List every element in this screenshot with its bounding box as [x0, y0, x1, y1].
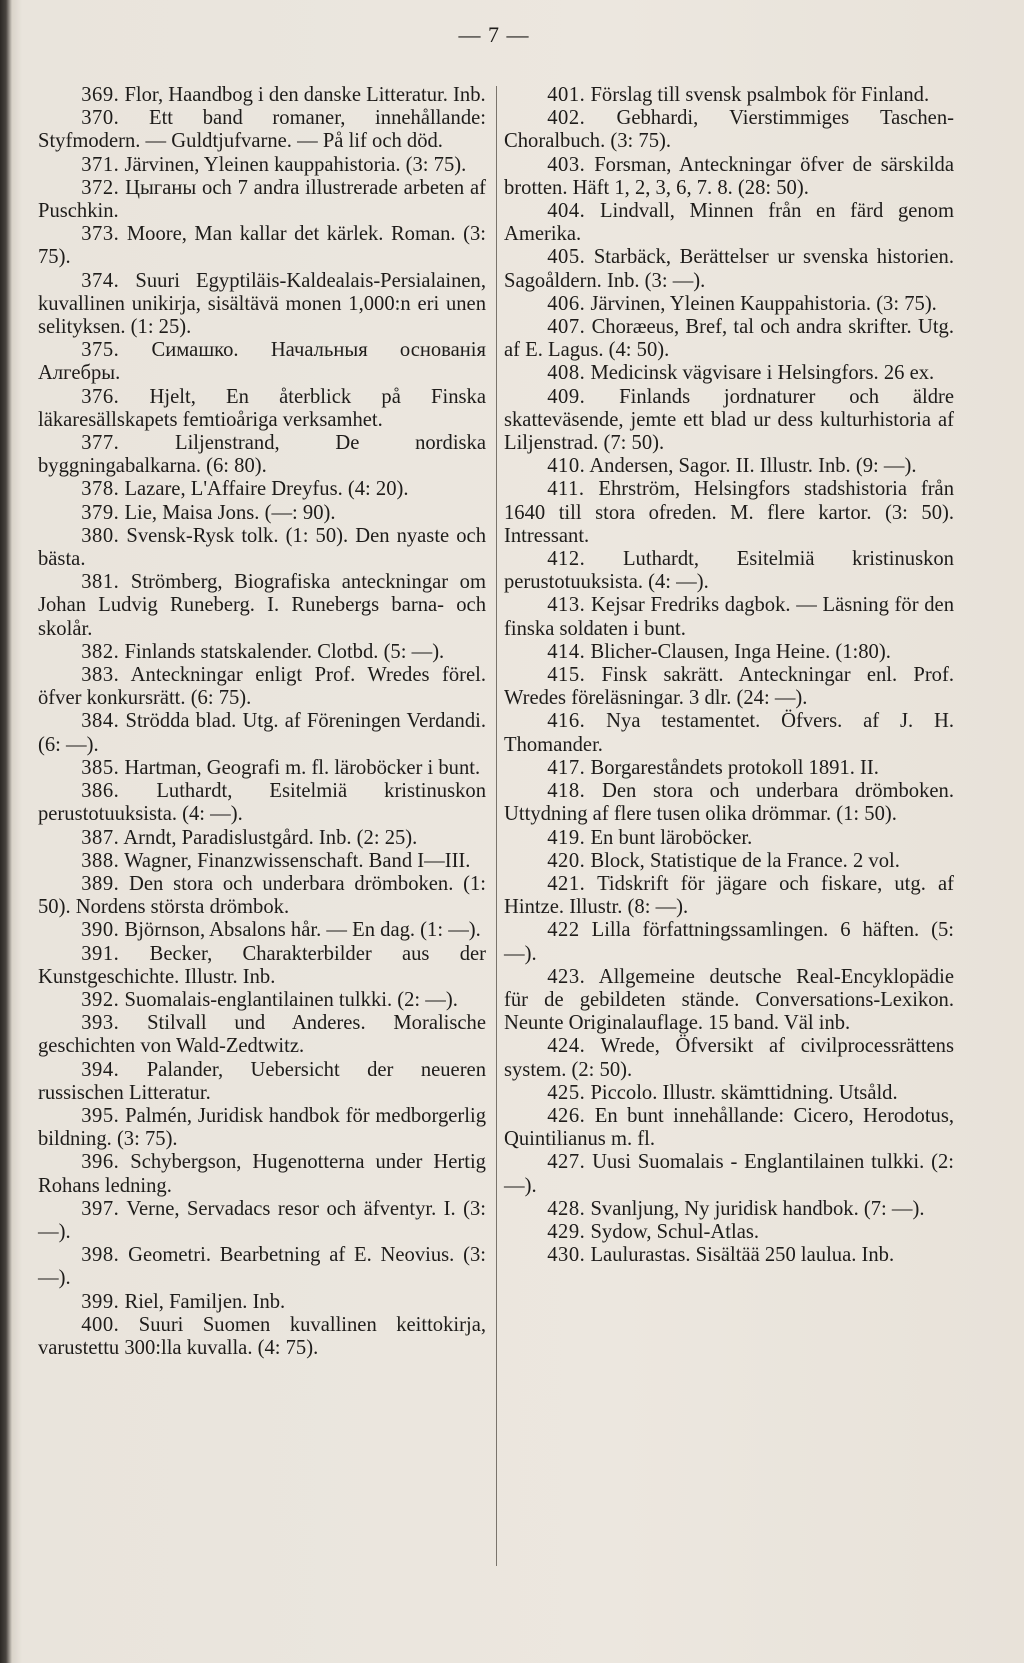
catalog-entry: [504, 850, 954, 873]
entry-number: 426.: [547, 1104, 586, 1127]
catalog-entry: [38, 154, 486, 177]
catalog-entry: [38, 1244, 486, 1290]
catalog-entry: [38, 641, 486, 664]
catalog-entry: [504, 827, 954, 850]
catalog-entry: [38, 943, 486, 989]
entry-number: 396.: [81, 1151, 120, 1174]
entry-text: Tidskrift för jägare och fiskare, utg. af Hintze. Illustr. (8: —).: [504, 872, 954, 919]
entry-text: Schybergson, Hugenotterna under Hertig Rohans ledning.: [38, 1151, 486, 1197]
entry-number: 421.: [547, 872, 586, 895]
entry-number: 374.: [81, 269, 120, 292]
entry-text: Nya testamentet. Öfvers. af J. H. Thomander.: [504, 710, 954, 756]
entry-number: 404.: [547, 200, 586, 223]
entry-text: Sydow, Schul-Atlas.: [590, 1220, 760, 1243]
catalog-entry: [504, 1151, 954, 1197]
entry-number: 394.: [81, 1058, 120, 1081]
entry-text: Suuri Suomen kuvallinen keittokirja, varustettu 300:lla kuvalla. (4: 75).: [38, 1313, 486, 1359]
catalog-entry: [38, 919, 486, 942]
entry-number: 417.: [547, 756, 586, 779]
entry-text: Järvinen, Yleinen Kauppahistoria. (3: 75).: [590, 292, 937, 315]
catalog-entry: [38, 710, 486, 756]
catalog-entry: [38, 664, 486, 710]
entry-text: Allgemeine deutsche Real-Encyklopädie für de gebildeten stände. Conversations-Lexikon. Neunte Originalauflage. 15 band. Väl inb.: [504, 965, 954, 1035]
catalog-entry: [504, 154, 954, 200]
entry-number: 386.: [81, 780, 120, 803]
entry-number: 395.: [81, 1104, 120, 1127]
catalog-entry: [504, 200, 954, 246]
entry-number: 381.: [81, 571, 120, 594]
entry-number: 372.: [81, 176, 120, 199]
entry-text: Lazare, L'Affaire Dreyfus. (4: 20).: [124, 478, 409, 501]
catalog-entry: [504, 664, 954, 710]
entry-number: 371.: [81, 153, 120, 176]
catalog-entry: [38, 478, 486, 501]
entry-text: Block, Statistique de la France. 2 vol.: [590, 849, 900, 872]
entry-number: 390.: [81, 919, 120, 942]
entry-text: Flor, Haandbog i den danske Litteratur. Inb.: [124, 84, 486, 106]
entry-text: Svanljung, Ny juridisk handbok. (7: —).: [590, 1197, 925, 1220]
entry-number: 416.: [547, 710, 586, 733]
entry-text: Finsk sakrätt. Anteckningar enl. Prof. Wredes föreläsningar. 3 dlr. (24: —).: [504, 664, 954, 710]
entry-text: Wrede, Öfversikt af civilprocessrättens system. (2: 50).: [504, 1035, 954, 1081]
catalog-entry: [504, 757, 954, 780]
entry-text: En bunt läroböcker.: [590, 826, 753, 849]
catalog-entry: [504, 1082, 954, 1105]
catalog-entry: [38, 1105, 486, 1151]
entry-number: 410.: [547, 455, 586, 478]
catalog-entry: [38, 1012, 486, 1058]
entry-number: 370.: [81, 107, 120, 130]
catalog-entry: [38, 525, 486, 571]
entry-number: 380.: [81, 524, 120, 547]
entry-number: 389.: [81, 872, 120, 895]
entry-text: Järvinen, Yleinen kauppahistoria. (3: 75).: [124, 153, 467, 176]
entry-number: 420.: [547, 849, 586, 872]
entry-text: Arndt, Paradislustgård. Inb. (2: 25).: [123, 826, 418, 849]
entry-number: 425.: [547, 1081, 586, 1104]
entry-text: Suuri Egyptiläis-Kaldealais-Persialainen, kuvallinen unikirja, sisältävä monen 1,000:n eri unen selityksen. (1: 25).: [38, 269, 486, 339]
entry-text: Piccolo. Illustr. skämttidning. Utsåld.: [590, 1081, 898, 1104]
entry-text: Den stora och underbara drömboken. (1: 50). Nordens största drömbok.: [38, 872, 486, 919]
entry-text: Lindvall, Minnen från en färd genom Amerika.: [504, 200, 954, 246]
entry-number: 411.: [547, 478, 585, 501]
entry-number: 412.: [547, 548, 586, 571]
catalog-entry: [504, 873, 954, 919]
catalog-entry: [38, 571, 486, 641]
entry-number: 400.: [81, 1313, 120, 1336]
catalog-entry: [38, 1151, 486, 1197]
entry-number: 401.: [547, 84, 586, 106]
catalog-entry: [38, 107, 486, 153]
entry-text: Ett band romaner, innehållande: Styfmodern. — Guldtjufvarne. — På lif och död.: [38, 107, 486, 153]
entry-number: 428.: [547, 1197, 586, 1220]
entry-text: Andersen, Sagor. II. Illustr. Inb. (9: —).: [589, 455, 917, 478]
entry-number: 376.: [81, 385, 120, 408]
catalog-entry: [38, 989, 486, 1012]
catalog-entry: [38, 386, 486, 432]
entry-text: Finlands statskalender. Clotbd. (5: —).: [124, 640, 445, 663]
catalog-entry: [504, 710, 954, 756]
catalog-entry: [504, 780, 954, 826]
catalog-entry: [38, 850, 486, 873]
catalog-entry: [504, 1105, 954, 1151]
catalog-entry: [504, 548, 954, 594]
entry-number: 429.: [547, 1220, 586, 1243]
catalog-entry: [504, 362, 954, 385]
entry-number: 385.: [81, 756, 120, 779]
entry-text: Wagner, Finanzwissenschaft. Band I—III.: [124, 849, 471, 872]
catalog-entry: [38, 1198, 486, 1244]
entry-number: 377.: [81, 432, 120, 455]
entry-text: Becker, Charakterbilder aus der Kunstgeschichte. Illustr. Inb.: [38, 942, 486, 988]
catalog-entry: [504, 293, 954, 316]
entry-text: Lilla författningssamlingen. 6 häften. (5: —).: [504, 919, 954, 965]
catalog-entry: [504, 966, 954, 1036]
entry-number: 378.: [81, 478, 120, 501]
catalog-entry: [504, 1221, 954, 1244]
catalog-entry: [504, 316, 954, 362]
entry-text: Starbäck, Berättelser ur svenska historien. Sagoåldern. Inb. (3: —).: [504, 246, 954, 292]
entry-text: Uusi Suomalais - Englantilainen tulkki. (2: —).: [504, 1151, 954, 1197]
entry-text: Ehrström, Helsingfors stadshistoria från 1640 till stora ofreden. M. flere kartor. (3: 50). Intressant.: [504, 478, 954, 547]
catalog-entry: [38, 339, 486, 385]
entry-number: 382.: [81, 640, 120, 663]
entry-number: 413.: [547, 594, 586, 617]
entry-number: 406.: [547, 292, 586, 315]
entry-text: Geometri. Bearbetning af E. Neovius. (3: —).: [38, 1244, 486, 1290]
entry-text: Kejsar Fredriks dagbok. — Läsning för den finska soldaten i bunt.: [504, 594, 954, 640]
entry-number: 375.: [81, 339, 120, 362]
entry-text: Choræeus, Bref, tal och andra skrifter. Utg. af E. Lagus. (4: 50).: [504, 316, 954, 362]
catalog-entry: [38, 223, 486, 269]
entry-text: Medicinsk vägvisare i Helsingfors. 26 ex.: [590, 362, 935, 385]
entry-number: 391.: [81, 942, 120, 965]
entry-text: Den stora och underbara drömboken. Uttydning af flere tusen olika drömmar. (1: 50).: [504, 780, 954, 826]
catalog-entry: [38, 432, 486, 478]
catalog-entry: [38, 177, 486, 223]
entry-number: 427.: [547, 1151, 586, 1174]
entry-text: Laulurastas. Sisältää 250 laulua. Inb.: [590, 1244, 895, 1267]
entry-text: Strömberg, Biografiska anteckningar om Johan Ludvig Runeberg. I. Runebergs barna- och skolår.: [38, 571, 486, 640]
entry-number: 398.: [81, 1244, 120, 1267]
catalog-entry: [504, 246, 954, 292]
entry-number: 373.: [81, 223, 120, 246]
entry-text: Blicher-Clausen, Inga Heine. (1:80).: [590, 640, 891, 663]
entry-number: 409.: [547, 385, 586, 408]
entry-text: Palmén, Juridisk handbok för medborgerlig bildning. (3: 75).: [38, 1104, 486, 1151]
entry-number: 415.: [547, 664, 586, 687]
entry-number: 393.: [81, 1012, 120, 1035]
entry-number: 422: [547, 919, 580, 942]
catalog-entry: [504, 919, 954, 965]
entry-text: Riel, Familjen. Inb.: [124, 1290, 286, 1313]
entry-number: 402.: [547, 107, 586, 130]
catalog-entry: [504, 386, 954, 456]
entry-number: 383.: [81, 664, 120, 687]
catalog-entry: [38, 780, 486, 826]
entry-text: En bunt innehållande: Cicero, Herodotus, Quintilianus m. fl.: [504, 1104, 955, 1151]
catalog-entry: [504, 1244, 954, 1267]
entry-text: Luthardt, Esitelmiä kristinuskon perustotuuksista. (4: —).: [504, 548, 954, 594]
entry-number: 423.: [547, 965, 586, 988]
catalog-entry: [504, 1035, 954, 1081]
entry-text: Moore, Man kallar det kärlek. Roman. (3: 75).: [38, 223, 486, 269]
entry-text: Förslag till svensk psalmbok för Finland.: [590, 84, 930, 106]
catalog-entry: [504, 641, 954, 664]
catalog-entry: [38, 1059, 486, 1105]
entry-number: 418.: [547, 780, 586, 803]
entry-text: Verne, Servadacs resor och äfventyr. I. (3: —).: [38, 1197, 486, 1243]
entry-text: Björnson, Absalons hår. — En dag. (1: —).: [124, 919, 481, 942]
entry-number: 424.: [547, 1035, 586, 1058]
entry-number: 414.: [547, 640, 586, 663]
entry-number: 397.: [81, 1197, 120, 1220]
entry-text: Gebhardi, Vierstimmiges Taschen-Choralbuch. (3: 75).: [504, 107, 954, 153]
entry-number: 379.: [81, 501, 120, 524]
entry-number: 403.: [547, 153, 586, 176]
catalog-entry: [504, 594, 954, 640]
entry-text: Luthardt, Esitelmiä kristinuskon perustotuuksista. (4: —).: [38, 780, 486, 826]
entry-text: Hartman, Geografi m. fl. läroböcker i bunt.: [124, 756, 481, 779]
page-number: — 7 —: [458, 22, 530, 47]
column-divider: [496, 86, 497, 1566]
entry-text: Forsman, Anteckningar öfver de särskilda brotten. Häft 1, 2, 3, 6, 7. 8. (28: 50).: [504, 153, 954, 199]
entry-text: Симашко. Начальныя основанія Алгебры.: [38, 339, 486, 385]
catalog-entry: [38, 1314, 486, 1360]
entry-text: Stilvall und Anderes. Moralische geschichten von Wald-Zedtwitz.: [38, 1012, 486, 1058]
entry-number: 419.: [547, 826, 586, 849]
entry-number: 388.: [81, 849, 120, 872]
right-column: [504, 84, 954, 1267]
catalog-entry: [504, 1198, 954, 1221]
catalog-entry: [504, 455, 954, 478]
entry-text: Lie, Maisa Jons. (—: 90).: [124, 501, 336, 524]
entry-number: 430.: [547, 1244, 586, 1267]
catalog-entry: [504, 478, 954, 548]
entry-number: 407.: [547, 316, 586, 339]
entry-text: Hjelt, En återblick på Finska läkaresällskapets femtioåriga verksamhet.: [38, 385, 486, 431]
entry-number: 408.: [547, 362, 586, 385]
entry-number: 405.: [547, 246, 586, 269]
entry-number: 384.: [81, 710, 120, 733]
entry-text: Borgareståndets protokoll 1891. II.: [590, 756, 879, 779]
entry-number: 392.: [81, 988, 120, 1011]
catalog-entry: [38, 757, 486, 780]
entry-number: 387.: [81, 826, 120, 849]
entry-text: Цыганы och 7 andra illustrerade arbeten af Puschkin.: [38, 176, 486, 223]
catalog-entry: [38, 270, 486, 340]
entry-text: Palander, Uebersicht der neueren russischen Litteratur.: [38, 1058, 486, 1104]
entry-text: Anteckningar enligt Prof. Wredes förel. öfver konkursrätt. (6: 75).: [38, 664, 486, 710]
entry-text: Suomalais-englantilainen tulkki. (2: —).: [124, 988, 458, 1011]
entry-text: Finlands jordnaturer och äldre skatteväsende, jemte ett blad ur dess kulturhistoria af Liljenstrad. (7: 50).: [504, 385, 954, 455]
entry-text: Liljenstrand, De nordiska byggningabalkarna. (6: 80).: [38, 432, 486, 478]
catalog-entry: [38, 84, 486, 107]
entry-number: 399.: [81, 1290, 120, 1313]
catalog-entry: [504, 107, 954, 153]
entry-text: Svensk-Rysk tolk. (1: 50). Den nyaste och bästa.: [38, 524, 486, 571]
catalog-entry: [38, 873, 486, 919]
left-column: [38, 84, 486, 1360]
catalog-entry: [38, 1291, 486, 1314]
catalog-entry: [38, 827, 486, 850]
entry-text: Strödda blad. Utg. af Föreningen Verdandi. (6: —).: [38, 710, 486, 756]
catalog-entry: [38, 502, 486, 525]
entry-number: 369.: [81, 84, 120, 106]
catalog-entry: [504, 84, 954, 107]
